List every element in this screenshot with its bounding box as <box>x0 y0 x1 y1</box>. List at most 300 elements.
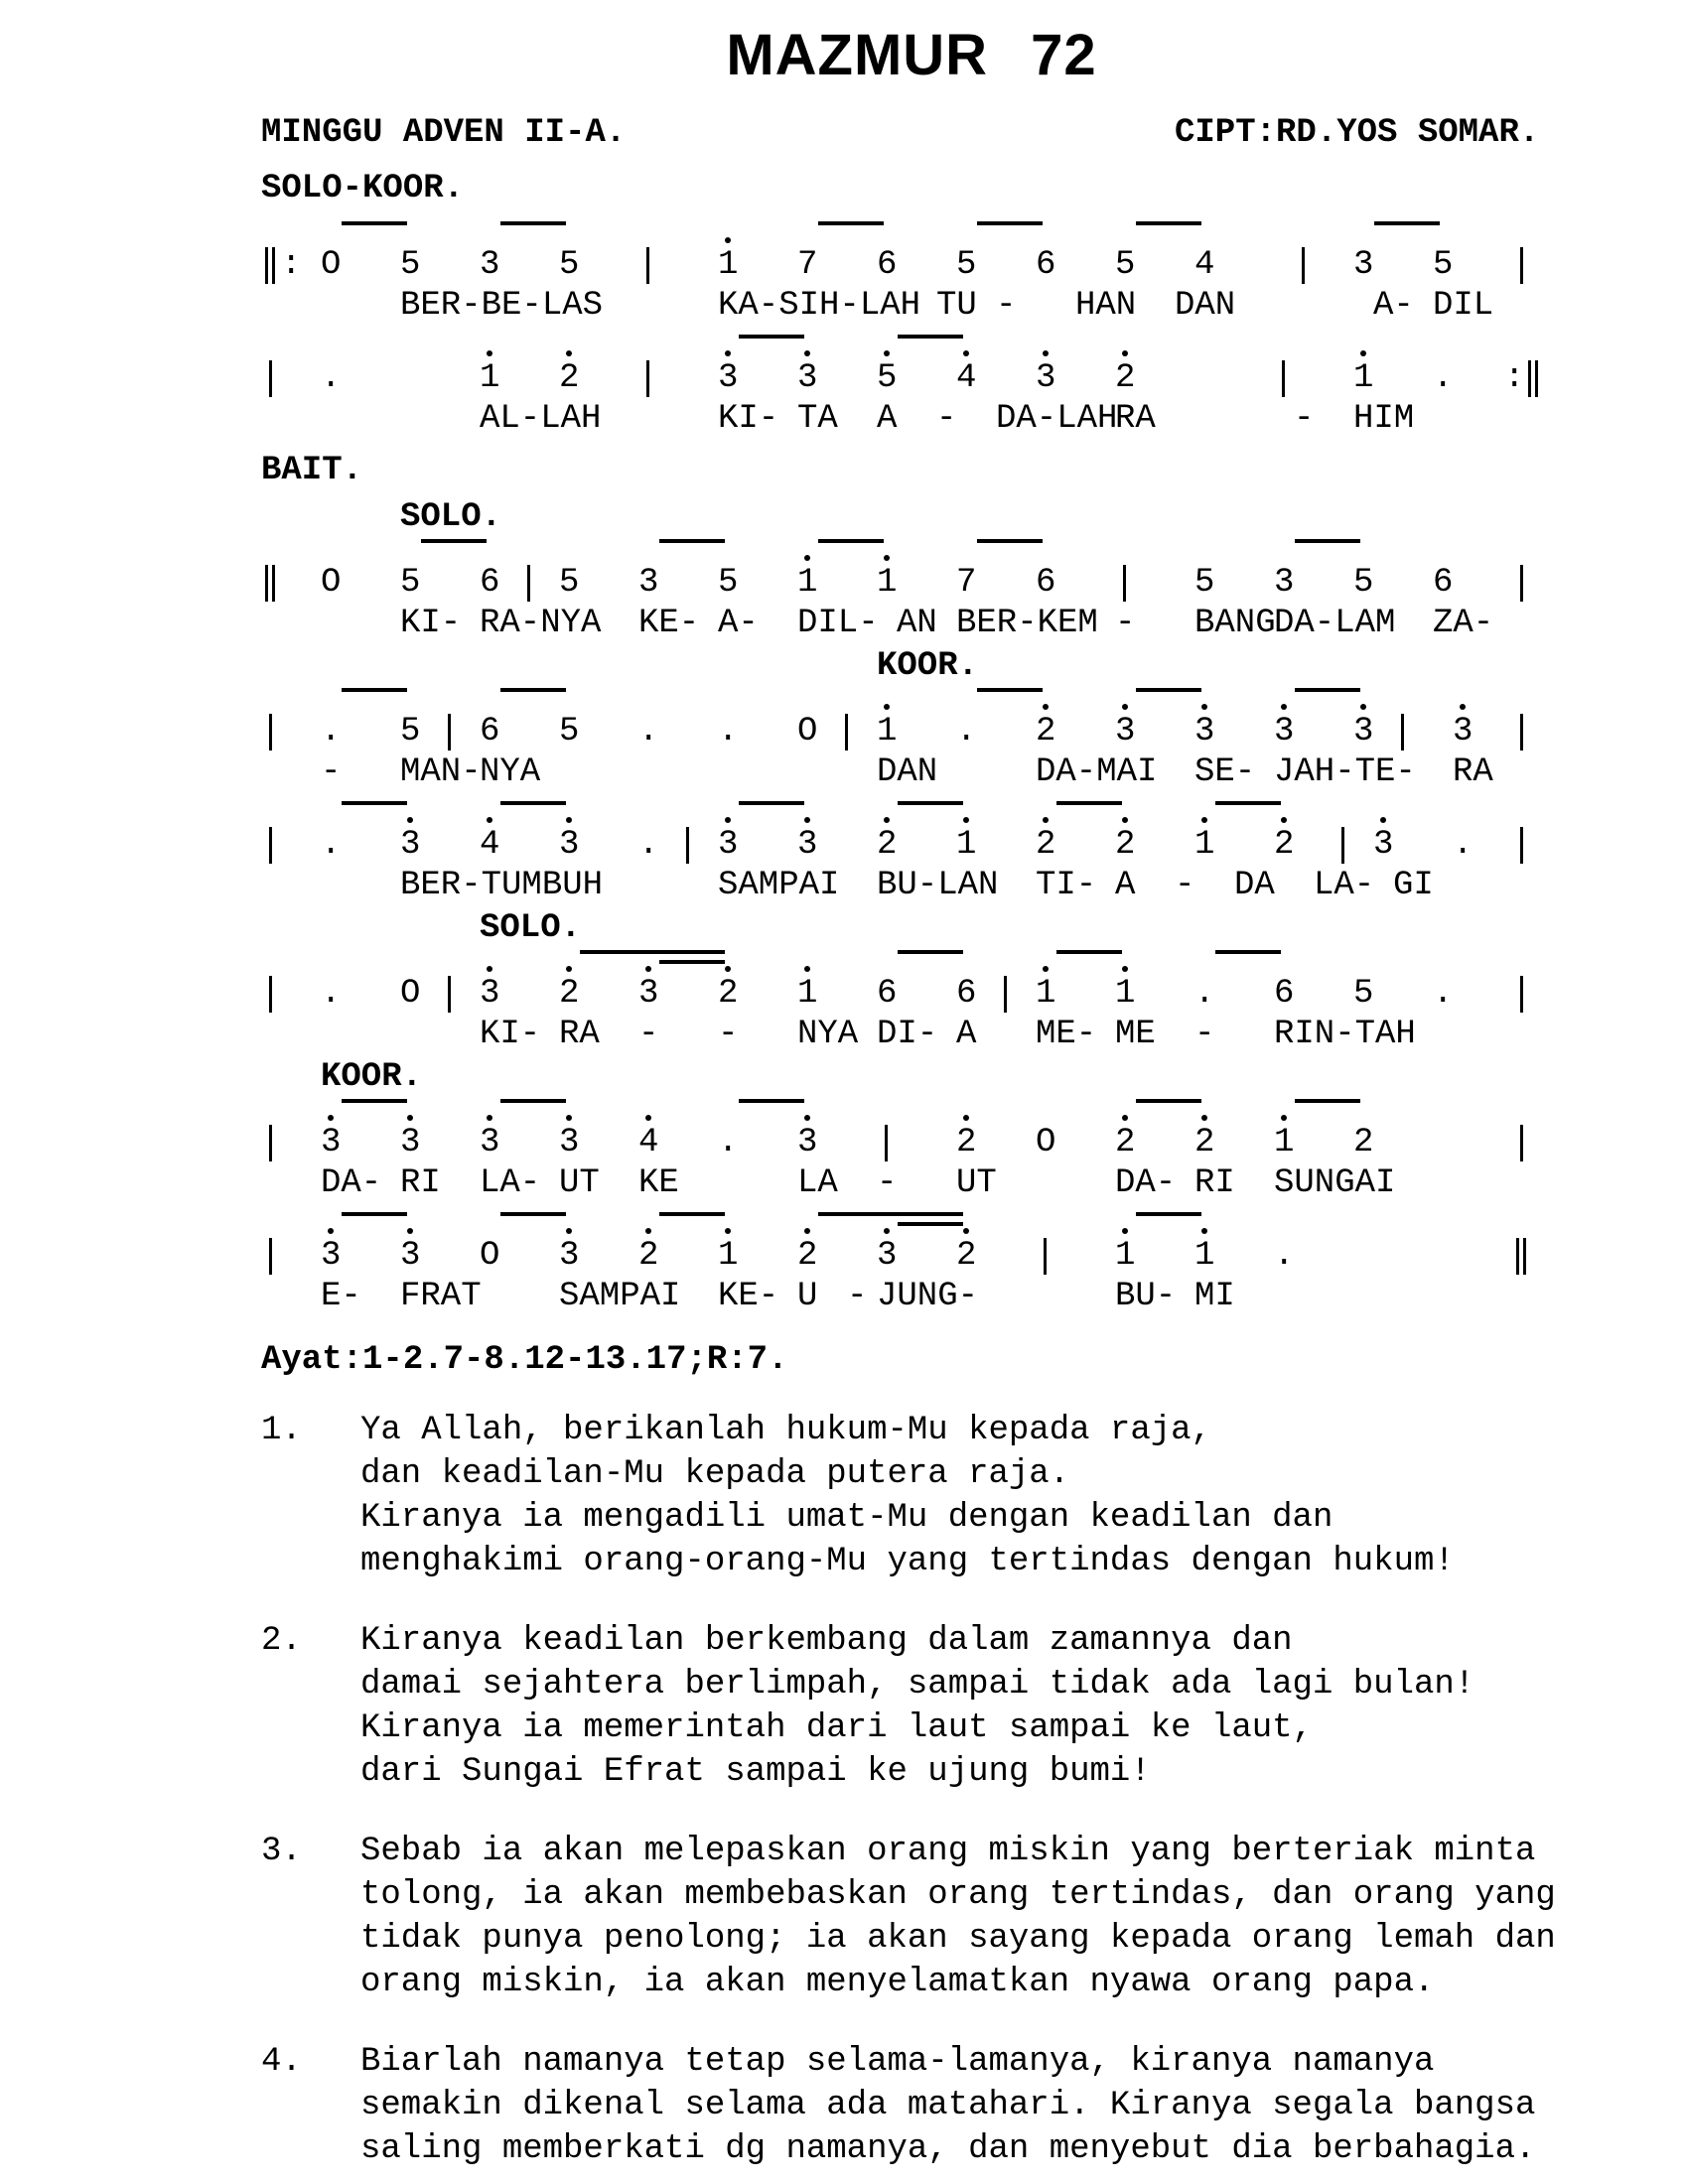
lyric-syllable: DAN <box>877 753 938 791</box>
barline <box>1520 714 1523 751</box>
note-number: 7 <box>956 564 977 602</box>
octave-dot <box>566 817 572 823</box>
voice-label: SOLO. <box>400 498 502 536</box>
lyrics-row <box>261 1014 1562 1055</box>
lyric-syllable: E- <box>321 1278 361 1315</box>
beam-line <box>898 801 963 805</box>
verse-line: tidak punya penolong; ia akan sayang kepada orang lemah dan <box>360 1920 1556 1958</box>
barline <box>1520 827 1523 864</box>
lyric-syllable: - <box>321 753 342 791</box>
note-number: 5 <box>1433 246 1454 284</box>
verse-line: Biarlah namanya tetap selama-lamanya, kiranya namanya <box>360 2043 1435 2081</box>
duration-dot: . <box>718 1124 739 1161</box>
beam-line <box>739 335 804 339</box>
note-number: 1 <box>718 246 739 284</box>
barline <box>646 247 649 284</box>
lyric-syllable: ZA- <box>1433 605 1494 642</box>
octave-dot <box>566 350 572 356</box>
beam-line <box>977 221 1043 225</box>
barline <box>1302 247 1305 284</box>
barline <box>527 565 530 602</box>
beam-line <box>818 1212 963 1216</box>
verse <box>261 1830 1562 2004</box>
note-number: 1 <box>1194 1237 1215 1275</box>
note-number: 2 <box>1353 1124 1374 1161</box>
note-number: 3 <box>321 1237 342 1275</box>
beam-line <box>1056 801 1122 805</box>
lyric-syllable: U <box>797 1278 818 1315</box>
music-system <box>261 1208 1562 1317</box>
verse-reference-heading: Ayat:1-2.7-8.12-13.17;R:7. <box>261 1341 788 1379</box>
beam-dot-layer <box>261 797 1562 825</box>
octave-dot <box>1201 704 1207 710</box>
octave-dot <box>487 1115 492 1121</box>
octave-dot <box>407 817 413 823</box>
beam-line <box>977 539 1043 543</box>
octave-dot <box>645 966 651 972</box>
note-number: 3 <box>1115 713 1136 751</box>
octave-dot <box>725 237 731 243</box>
note-number: 3 <box>718 359 739 397</box>
beam-line <box>818 221 884 225</box>
octave-dot <box>566 1228 572 1234</box>
note-number: 2 <box>956 1237 977 1275</box>
lyric-syllable: SAMPAI <box>718 867 840 904</box>
note-number: 5 <box>1115 246 1136 284</box>
beam-dot-layer <box>261 1208 1562 1236</box>
verse-line: orang miskin, ia akan menyelamatkan nyawa orang papa. <box>360 1964 1435 2001</box>
lyric-syllable: A <box>956 1016 977 1053</box>
note-number: 3 <box>480 246 500 284</box>
octave-dot <box>1122 1228 1128 1234</box>
note-number: 3 <box>1274 564 1295 602</box>
verse-lines <box>360 1409 1562 1583</box>
note-number: 4 <box>638 1124 659 1161</box>
note-number: 5 <box>877 359 898 397</box>
verse-line: tolong, ia akan membebaskan orang tertindas, dan orang yang <box>360 1876 1556 1914</box>
notes-row <box>261 245 1562 285</box>
rest-symbol: O <box>321 564 342 602</box>
lyric-syllable: - <box>718 1016 739 1053</box>
note-number: 2 <box>1036 713 1056 751</box>
barline <box>1520 565 1523 602</box>
lyric-syllable: DA- <box>1115 1164 1177 1202</box>
rest-symbol: O <box>1036 1124 1056 1161</box>
verse-line: Sebab ia akan melepaskan orang miskin yang berteriak minta <box>360 1833 1536 1870</box>
lyric-syllable: - <box>1115 605 1136 642</box>
beam-line-second <box>659 960 725 964</box>
verse <box>261 2040 1562 2171</box>
lyric-syllable: FRAT <box>400 1278 482 1315</box>
note-number: 2 <box>956 1124 977 1161</box>
barline <box>1520 976 1523 1013</box>
repeat-colon: : <box>281 246 302 284</box>
lyric-syllable: DA-MAI <box>1036 753 1158 791</box>
octave-dot <box>1281 704 1287 710</box>
verse-number: 1. <box>261 1412 302 1449</box>
octave-dot <box>645 1115 651 1121</box>
page-content <box>261 0 1562 2171</box>
note-number: 1 <box>797 564 818 602</box>
lyric-syllable: TU <box>936 287 977 325</box>
barline <box>269 714 272 751</box>
notes-row <box>261 825 1562 865</box>
repeat-colon: : <box>1504 359 1525 397</box>
octave-dot <box>804 1115 810 1121</box>
note-number: 1 <box>877 564 898 602</box>
octave-dot <box>1281 817 1287 823</box>
beam-line <box>659 539 725 543</box>
note-number: 1 <box>1353 359 1374 397</box>
notes-row <box>261 1123 1562 1162</box>
lyric-syllable: NYA <box>480 753 541 791</box>
beam-dot-layer <box>261 946 1562 974</box>
octave-dot <box>963 1115 969 1121</box>
barline <box>845 714 848 751</box>
octave-dot <box>1122 966 1128 972</box>
note-number: 1 <box>1115 1237 1136 1275</box>
verse-line: dari Sungai Efrat sampai ke ujung bumi! <box>360 1753 1151 1791</box>
octave-dot <box>804 966 810 972</box>
barline <box>1520 1125 1523 1161</box>
verse-line: Kiranya ia mengadili umat-Mu dengan keadilan dan <box>360 1499 1333 1537</box>
verse-line: Ya Allah, berikanlah hukum-Mu kepada raja, <box>360 1412 1211 1449</box>
music-system <box>261 1095 1562 1204</box>
lyric-syllable: HAN <box>1075 287 1137 325</box>
section-heading-solo-koor: SOLO-KOOR. <box>261 170 465 207</box>
note-number: 2 <box>559 975 580 1013</box>
note-number: 1 <box>1036 975 1056 1013</box>
barline <box>269 1238 272 1275</box>
octave-dot <box>1043 704 1049 710</box>
rest-symbol: O <box>797 713 818 751</box>
double-barline <box>1516 1238 1519 1275</box>
lyric-syllable: KI- <box>480 1016 541 1053</box>
duration-dot: . <box>718 713 739 751</box>
barline <box>1341 827 1344 864</box>
duration-dot: . <box>1453 826 1474 864</box>
music-block-refrain <box>261 217 1562 440</box>
lyric-syllable: UT <box>559 1164 600 1202</box>
lyric-syllable: BANG <box>1194 605 1276 642</box>
note-number: 3 <box>638 564 659 602</box>
beam-line <box>739 801 804 805</box>
lyric-syllable: - <box>1175 867 1195 904</box>
octave-dot <box>1122 817 1128 823</box>
note-number: 1 <box>877 713 898 751</box>
octave-dot <box>1043 817 1049 823</box>
barline <box>646 360 649 397</box>
lyric-syllable: UT <box>956 1164 997 1202</box>
octave-dot <box>1122 1115 1128 1121</box>
note-number: 3 <box>559 826 580 864</box>
octave-dot <box>566 1115 572 1121</box>
lyric-syllable: LA- <box>1314 867 1375 904</box>
beam-line <box>500 221 566 225</box>
barline <box>1044 1238 1047 1275</box>
lyrics-row <box>261 1276 1562 1317</box>
lyric-syllable: KI- <box>400 605 462 642</box>
note-number: 1 <box>1194 826 1215 864</box>
music-system <box>261 684 1562 793</box>
note-number: 3 <box>400 826 421 864</box>
octave-dot <box>1201 817 1207 823</box>
rest-symbol: O <box>321 246 342 284</box>
lyric-syllable: - <box>996 287 1017 325</box>
lyric-syllable: RA <box>1115 400 1156 438</box>
music-system <box>261 331 1562 440</box>
octave-dot <box>884 1228 890 1234</box>
note-number: 1 <box>718 1237 739 1275</box>
octave-dot <box>725 817 731 823</box>
lyric-syllable: DIL- <box>797 605 879 642</box>
verse-line: Kiranya ia memerintah dari laut sampai ke laut, <box>360 1709 1313 1747</box>
lyric-syllable: LA <box>797 1164 838 1202</box>
octave-dot <box>487 966 492 972</box>
note-number: 1 <box>1274 1124 1295 1161</box>
note-number: 6 <box>877 246 898 284</box>
octave-dot <box>725 1228 731 1234</box>
lyric-syllable: - <box>877 1164 898 1202</box>
note-number: 3 <box>797 1124 818 1161</box>
lyric-syllable: - <box>1294 400 1315 438</box>
beam-dot-layer <box>261 331 1562 358</box>
octave-dot <box>725 966 731 972</box>
barline <box>686 827 689 864</box>
lyric-syllable: NYA <box>797 1016 859 1053</box>
verse-lines <box>360 1830 1562 2004</box>
music-system <box>261 217 1562 327</box>
note-number: 5 <box>559 246 580 284</box>
note-number: 3 <box>1353 246 1374 284</box>
barline <box>1123 565 1126 602</box>
lyric-syllable: BER-KEM <box>956 605 1098 642</box>
lyric-syllable: DIL <box>1433 287 1494 325</box>
notes-row <box>261 563 1562 603</box>
beam-line <box>1056 950 1122 954</box>
octave-dot <box>407 1115 413 1121</box>
lyric-syllable: RA-NYA <box>480 605 602 642</box>
note-number: 4 <box>956 359 977 397</box>
note-number: 2 <box>638 1237 659 1275</box>
lyric-syllable: KE- <box>718 1278 779 1315</box>
octave-dot <box>1460 704 1466 710</box>
note-number: 1 <box>956 826 977 864</box>
note-number: 3 <box>559 1237 580 1275</box>
note-number: 6 <box>1036 564 1056 602</box>
note-number: 2 <box>1115 1124 1136 1161</box>
duration-dot: . <box>638 826 659 864</box>
barline <box>1520 247 1523 284</box>
beam-line <box>421 539 487 543</box>
duration-dot: . <box>1433 359 1454 397</box>
beam-line <box>1136 1212 1201 1216</box>
note-number: 3 <box>638 975 659 1013</box>
lyrics-row <box>261 603 1562 644</box>
octave-dot <box>804 555 810 561</box>
beam-dot-layer <box>261 217 1562 245</box>
note-number: 5 <box>956 246 977 284</box>
liturgical-heading: MINGGU ADVEN II-A. <box>261 114 627 152</box>
note-number: 3 <box>797 826 818 864</box>
lyric-syllable: DI- <box>877 1016 938 1053</box>
lyric-syllable: - <box>936 400 957 438</box>
note-number: 3 <box>480 975 500 1013</box>
lyric-syllable: HIM <box>1353 400 1415 438</box>
lyric-syllable: AN <box>897 605 937 642</box>
barline <box>448 976 451 1013</box>
beam-line <box>500 688 566 692</box>
double-barline <box>1523 1238 1526 1275</box>
lyric-syllable: RI <box>400 1164 441 1202</box>
octave-dot <box>1201 1115 1207 1121</box>
barline <box>1004 976 1007 1013</box>
lyric-syllable: RA <box>559 1016 600 1053</box>
barline <box>448 714 451 751</box>
header-row <box>261 114 1562 158</box>
music-system <box>261 797 1562 906</box>
duration-dot: . <box>1274 1237 1295 1275</box>
double-barline <box>1535 360 1538 397</box>
note-number: 6 <box>1036 246 1056 284</box>
note-number: 2 <box>797 1237 818 1275</box>
barline <box>1282 360 1285 397</box>
lyrics-row <box>261 285 1562 327</box>
octave-dot <box>804 1228 810 1234</box>
note-number: 3 <box>1373 826 1394 864</box>
octave-dot <box>884 350 890 356</box>
octave-dot <box>963 817 969 823</box>
beam-line <box>1295 539 1360 543</box>
verse-lines <box>360 1619 1562 1794</box>
lyric-syllable: - <box>638 1016 659 1053</box>
beam-line <box>739 1099 804 1103</box>
verse-line: saling memberkati dg namanya, dan menyebut dia berbahagia. <box>360 2130 1536 2168</box>
note-number: 5 <box>400 246 421 284</box>
rest-symbol: O <box>480 1237 500 1275</box>
note-number: 2 <box>559 359 580 397</box>
lyric-syllable: A- <box>1373 287 1414 325</box>
notes-row <box>261 358 1562 398</box>
double-barline <box>272 565 275 602</box>
duration-dot: . <box>321 975 342 1013</box>
duration-dot: . <box>638 713 659 751</box>
double-barline <box>272 247 275 284</box>
note-number: 1 <box>1115 975 1136 1013</box>
octave-dot <box>884 555 890 561</box>
verse-line: Kiranya keadilan berkembang dalam zamannya dan <box>360 1622 1293 1660</box>
music-block-verse-melody <box>261 499 1562 1317</box>
beam-line <box>1215 950 1281 954</box>
beam-line <box>898 950 963 954</box>
verse-number: 3. <box>261 1833 302 1870</box>
note-number: 2 <box>1115 826 1136 864</box>
octave-dot <box>328 1228 334 1234</box>
note-number: 6 <box>480 713 500 751</box>
beam-dot-layer <box>261 684 1562 712</box>
duration-dot: . <box>1194 975 1215 1013</box>
note-number: 3 <box>1453 713 1474 751</box>
section-heading-bait: BAIT. <box>261 452 363 489</box>
octave-dot <box>1360 350 1366 356</box>
lyric-syllable: KI- <box>718 400 779 438</box>
barline <box>269 360 272 397</box>
note-number: 6 <box>877 975 898 1013</box>
notes-row <box>261 1236 1562 1276</box>
octave-dot <box>1380 817 1386 823</box>
lyric-syllable: GI <box>1393 867 1434 904</box>
verse-line: dan keadilan-Mu kepada putera raja. <box>360 1455 1070 1493</box>
note-number: 3 <box>1274 713 1295 751</box>
beam-line <box>580 950 725 954</box>
octave-dot <box>487 817 492 823</box>
note-number: 4 <box>480 826 500 864</box>
octave-dot <box>1281 1115 1287 1121</box>
lyric-syllable: JAH-TE- <box>1274 753 1416 791</box>
note-number: 3 <box>1194 713 1215 751</box>
lyrics-row <box>261 865 1562 906</box>
octave-dot <box>1043 350 1049 356</box>
octave-dot <box>645 1228 651 1234</box>
beam-line <box>1215 801 1281 805</box>
note-number: 3 <box>1036 359 1056 397</box>
verse-number: 4. <box>261 2043 302 2081</box>
duration-dot: . <box>321 713 342 751</box>
octave-dot <box>1043 966 1049 972</box>
lyric-syllable: A <box>877 400 898 438</box>
note-number: 5 <box>1194 564 1215 602</box>
lyric-syllable: A <box>1115 867 1136 904</box>
lyrics-row <box>261 398 1562 440</box>
lyric-syllable: SE- <box>1194 753 1256 791</box>
note-number: 6 <box>956 975 977 1013</box>
music-system <box>261 535 1562 644</box>
verse-number: 2. <box>261 1622 302 1660</box>
lyrics-row <box>261 1162 1562 1204</box>
note-number: 5 <box>718 564 739 602</box>
verse <box>261 1619 1562 1794</box>
composer-credit: CIPT:RD.YOS SOMAR. <box>1175 114 1540 152</box>
lyric-syllable: TA <box>797 400 838 438</box>
octave-dot <box>328 1115 334 1121</box>
beam-line <box>1136 1099 1201 1103</box>
beam-line <box>342 221 407 225</box>
lyric-syllable: DA <box>1234 867 1275 904</box>
note-number: 2 <box>1194 1124 1215 1161</box>
voice-label: KOOR. <box>877 647 979 685</box>
beam-line <box>1295 688 1360 692</box>
note-number: 2 <box>1274 826 1295 864</box>
octave-dot <box>1122 704 1128 710</box>
lyric-syllable: - <box>1194 1016 1215 1053</box>
note-number: 2 <box>1115 359 1136 397</box>
lyric-syllable: KE <box>638 1164 679 1202</box>
note-number: 6 <box>480 564 500 602</box>
beam-line <box>1136 688 1201 692</box>
lyric-syllable: BU- <box>1115 1278 1177 1315</box>
voice-label: KOOR. <box>321 1058 423 1096</box>
lyric-syllable: DA-LAM <box>1274 605 1396 642</box>
note-number: 3 <box>480 1124 500 1161</box>
octave-dot <box>804 350 810 356</box>
note-number: 5 <box>400 713 421 751</box>
lyric-syllable: LA- <box>480 1164 541 1202</box>
double-barline <box>265 565 268 602</box>
note-number: 3 <box>400 1237 421 1275</box>
beam-line <box>898 335 963 339</box>
beam-line <box>342 801 407 805</box>
voice-label: SOLO. <box>480 909 582 947</box>
